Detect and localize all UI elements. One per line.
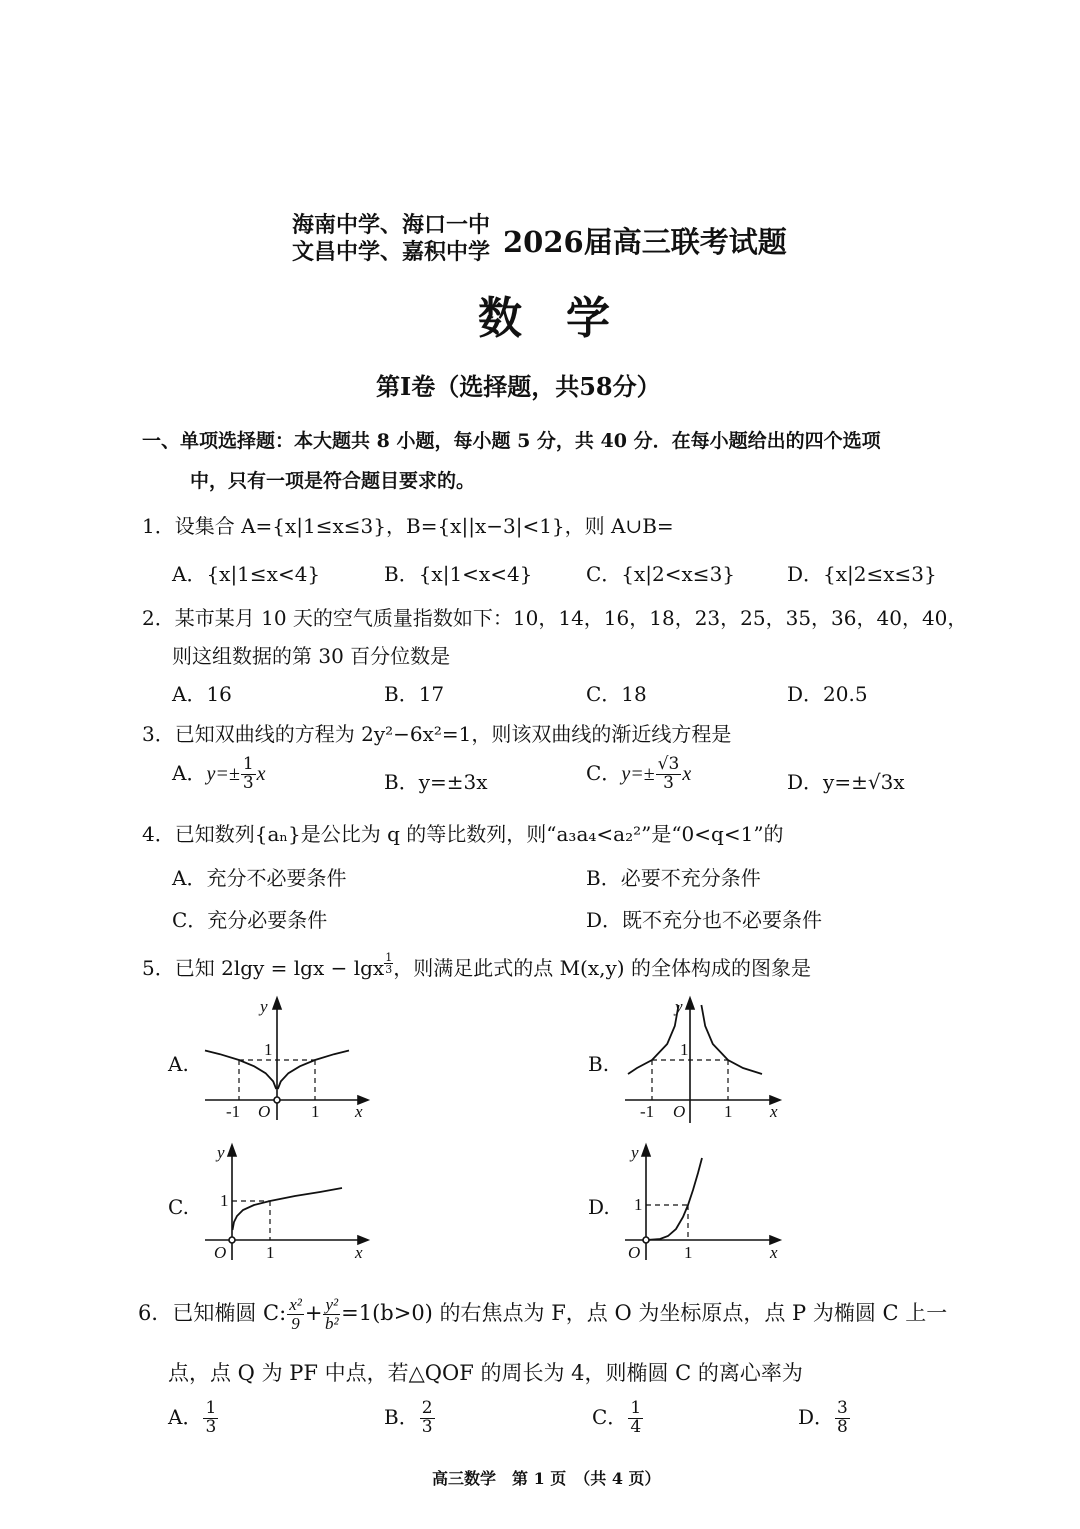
x-label: x xyxy=(355,1102,363,1121)
option-label: C． xyxy=(592,1404,628,1429)
q2-option-b: B．17 xyxy=(384,682,445,706)
graph-label-b: B. xyxy=(588,1052,610,1076)
denominator: 4 xyxy=(630,1416,642,1437)
numerator: 1 xyxy=(630,1398,642,1418)
y-label: y xyxy=(631,1143,639,1162)
origin-label: O xyxy=(214,1243,227,1262)
q6-option-a xyxy=(168,1400,219,1437)
question-2-line2: 则这组数据的第 30 百分位数是 xyxy=(172,644,451,668)
section-heading-line2: 中，只有一项是符合题目要求的。 xyxy=(190,470,476,492)
q6-option-b xyxy=(384,1400,436,1437)
open-point xyxy=(274,1097,280,1103)
origin-label: O xyxy=(673,1102,686,1121)
question-2 xyxy=(142,602,967,631)
question-text: =1(b>0) 的右焦点为 F，点 O 为坐标原点，点 P 为椭圆 C 上一 xyxy=(341,1300,948,1325)
x-label: x xyxy=(770,1102,778,1121)
numerator: √3 xyxy=(657,754,680,774)
tick-neg1: -1 xyxy=(640,1102,655,1121)
q3-option-a xyxy=(172,756,266,793)
tick-1: 1 xyxy=(266,1243,275,1262)
fraction xyxy=(835,1400,850,1437)
q6-option-c xyxy=(592,1400,644,1437)
q3-option-d: D．y=±√3x xyxy=(787,770,905,794)
subject-title: 数 学 xyxy=(478,293,610,344)
graph-b xyxy=(620,995,790,1125)
fraction xyxy=(656,756,682,793)
q2-option-a: A．16 xyxy=(172,682,232,706)
question-5 xyxy=(142,952,811,981)
q1-option-d: D．{x|2≤x≤3} xyxy=(787,562,937,586)
graph-label-a: A. xyxy=(168,1052,189,1076)
schools-line-1: 海南中学、海口一中 xyxy=(292,212,491,238)
question-text: ，则满足此式的点 M(x,y) 的全体构成的图象是 xyxy=(393,956,811,980)
fraction xyxy=(628,1400,643,1437)
q2-option-c: C．18 xyxy=(586,682,647,706)
q2-option-d: D．20.5 xyxy=(787,682,868,706)
origin-label: O xyxy=(258,1102,271,1121)
school-names xyxy=(292,212,490,266)
question-text: 已知双曲线的方程为 2y²−6x²=1，则该双曲线的渐近线方程是 xyxy=(174,722,732,746)
numerator: y² xyxy=(325,1295,339,1314)
fraction xyxy=(203,1400,218,1437)
denominator: 3 xyxy=(421,1416,433,1437)
curve xyxy=(233,1188,343,1230)
tick-1: 1 xyxy=(684,1243,693,1262)
tick-1: 1 xyxy=(311,1102,320,1121)
q4-option-d: D．既不充分也不必要条件 xyxy=(586,908,823,932)
origin-label: O xyxy=(628,1243,641,1262)
graph-label-c: C. xyxy=(168,1195,189,1219)
exam-title: 2026届高三联考试题 xyxy=(503,225,787,259)
q4-option-a: A．充分不必要条件 xyxy=(172,866,347,890)
part-title: 第Ⅰ卷（选择题，共58分） xyxy=(376,372,661,401)
curve xyxy=(646,1158,702,1240)
denominator: 8 xyxy=(837,1416,848,1437)
x-label: x xyxy=(770,1243,778,1262)
q4-option-b: B．必要不充分条件 xyxy=(586,866,761,890)
question-number: 1． xyxy=(142,514,175,538)
y-label: y xyxy=(675,997,683,1016)
schools-line-2: 文昌中学、嘉积中学 xyxy=(292,239,491,265)
tick-1: 1 xyxy=(680,1040,689,1059)
y-arrow-icon xyxy=(686,998,694,1009)
q1-option-c: C．{x|2<x≤3} xyxy=(586,562,736,586)
graph-c xyxy=(200,1140,375,1265)
y-label: y xyxy=(217,1143,225,1162)
open-point xyxy=(229,1237,235,1243)
q1-option-a: A．{x|1≤x<4} xyxy=(172,562,321,586)
fraction xyxy=(241,756,256,793)
open-point xyxy=(643,1237,649,1243)
tick-neg1: -1 xyxy=(226,1102,241,1121)
math: + xyxy=(304,1300,323,1325)
question-text: 已知椭圆 C: xyxy=(172,1300,287,1325)
math: y=± xyxy=(621,762,655,785)
denominator: 3 xyxy=(205,1416,217,1437)
fraction xyxy=(287,1296,304,1333)
tick-1: 1 xyxy=(220,1191,229,1210)
question-1 xyxy=(142,510,674,539)
exponent-fraction xyxy=(384,952,393,975)
option-label: A． xyxy=(172,760,207,785)
option-label: C． xyxy=(586,760,622,785)
tick-1: 1 xyxy=(264,1040,273,1059)
graph-d xyxy=(620,1140,790,1265)
question-6-line2: 点，点 Q 为 PF 中点，若△QOF 的周长为 4，则椭圆 C 的离心率为 xyxy=(168,1361,803,1385)
fraction xyxy=(420,1400,435,1437)
question-text: 已知数列{aₙ}是公比为 q 的等比数列，则“a₃a₄<a₂²”是“0<q<1”的 xyxy=(174,822,784,846)
question-number: 2． xyxy=(142,606,175,630)
denominator: 3 xyxy=(663,772,674,793)
y-arrow-icon xyxy=(273,998,281,1009)
question-6 xyxy=(138,1296,947,1333)
question-number: 4． xyxy=(142,822,175,846)
numerator: 1 xyxy=(205,1398,217,1418)
q1-option-b: B．{x|1<x<4} xyxy=(384,562,533,586)
numerator: 3 xyxy=(837,1398,848,1418)
page-footer: 高三数学 第 1 页 （共 4 页） xyxy=(432,1469,661,1488)
math: x xyxy=(256,762,266,785)
graph-label-d: D. xyxy=(588,1195,610,1219)
question-text: 设集合 A={x|1≤x≤3}，B={x||x−3|<1}，则 A∪B= xyxy=(174,514,674,538)
graph-a xyxy=(200,995,375,1125)
q4-option-c: C．充分必要条件 xyxy=(172,908,328,932)
x-label: x xyxy=(355,1243,363,1262)
curve xyxy=(628,1005,762,1074)
question-number: 5． xyxy=(142,956,175,980)
denominator: b² xyxy=(324,1313,339,1333)
tick-1: 1 xyxy=(724,1102,733,1121)
question-3 xyxy=(142,718,731,747)
q6-option-d xyxy=(798,1400,851,1437)
math: x xyxy=(682,762,692,785)
question-number: 3． xyxy=(142,722,175,746)
question-4 xyxy=(142,818,784,847)
tick-1: 1 xyxy=(634,1195,643,1214)
q3-option-c xyxy=(586,756,691,793)
y-arrow-icon xyxy=(228,1145,236,1156)
denominator: 3 xyxy=(385,963,393,976)
question-text: 某市某月 10 天的空气质量指数如下：10，14，16，18，23，25，35，36，40，40， xyxy=(174,606,968,630)
section-heading-line1: 一、单项选择题：本大题共 8 小题，每小题 5 分，共 40 分．在每小题给出的四个选项 xyxy=(142,430,881,452)
numerator: x² xyxy=(289,1295,302,1314)
fraction xyxy=(323,1296,340,1333)
y-label: y xyxy=(260,997,268,1016)
numerator: 1 xyxy=(242,754,254,774)
denominator: 9 xyxy=(291,1313,300,1333)
q3-option-b: B．y=±3x xyxy=(384,770,488,794)
option-label: D． xyxy=(798,1404,835,1429)
question-number: 6． xyxy=(138,1300,173,1325)
y-arrow-icon xyxy=(642,1145,650,1156)
option-label: A． xyxy=(168,1404,203,1429)
numerator: 1 xyxy=(385,951,393,964)
question-text: 已知 2lgy = lgx − lgx xyxy=(174,956,385,980)
numerator: 2 xyxy=(421,1398,433,1418)
math: y=± xyxy=(206,762,240,785)
denominator: 3 xyxy=(242,772,254,793)
dashed-guides xyxy=(646,1205,688,1240)
option-label: B． xyxy=(384,1404,419,1429)
